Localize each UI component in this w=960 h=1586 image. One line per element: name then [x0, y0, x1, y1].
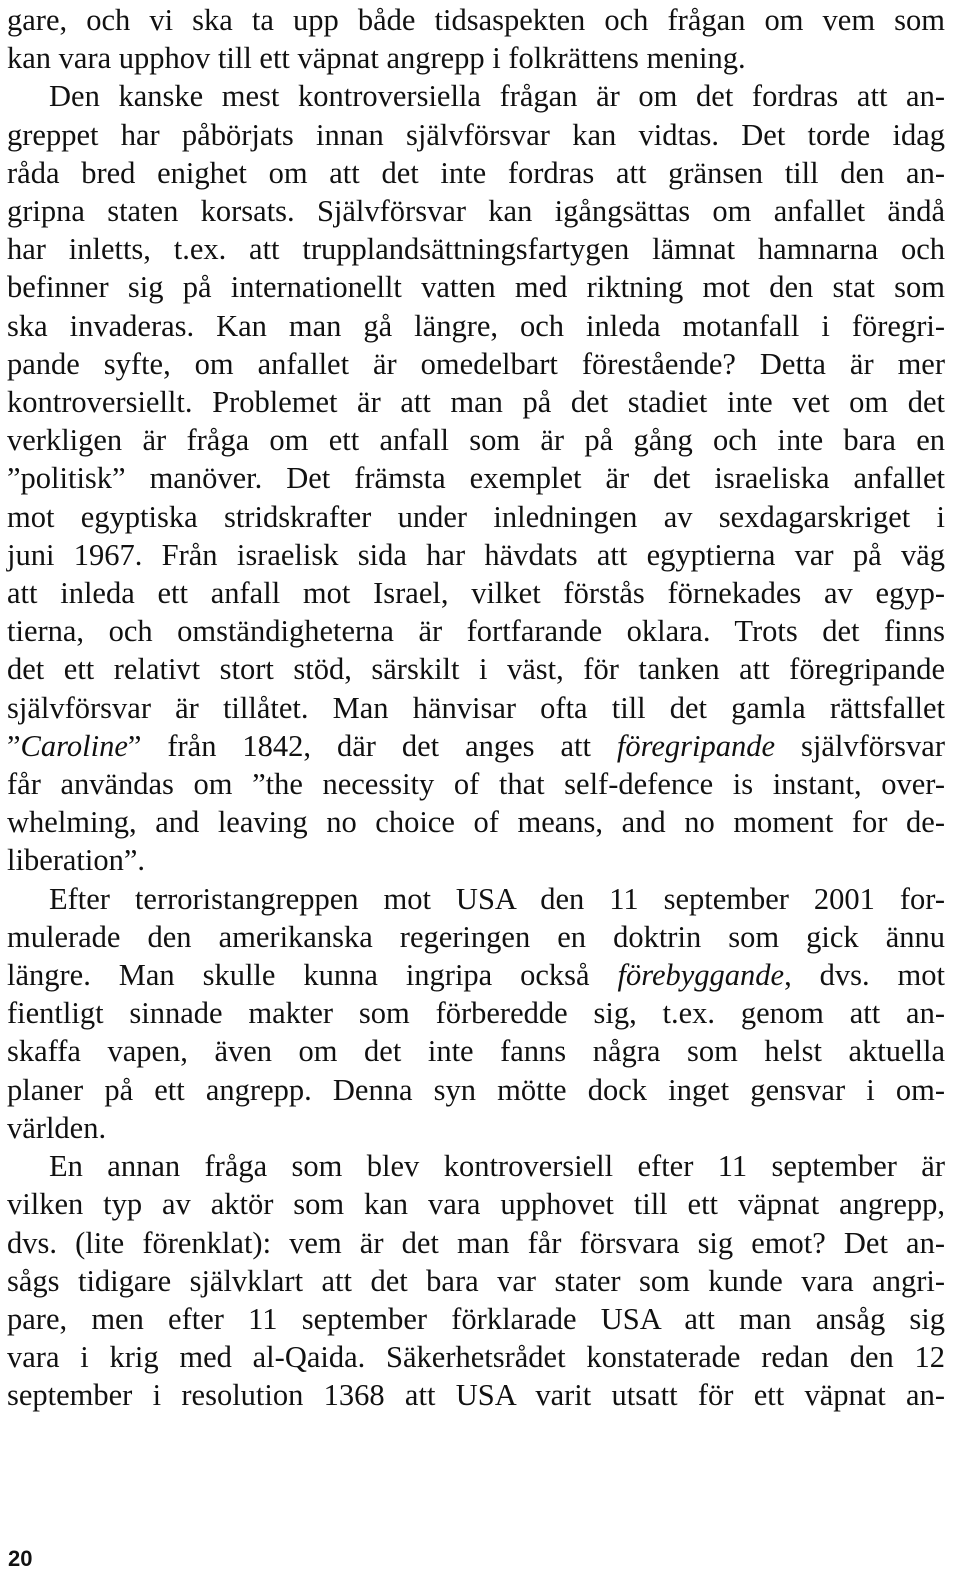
italic-text: förebyggande: [617, 958, 785, 993]
text-line: pande syfte, om anfallet är omedelbart förestående? Detta är mer: [7, 346, 945, 381]
text-line: världen.: [7, 1110, 107, 1145]
text-line: En annan fråga som blev kontroversiell efter 11 september är: [49, 1149, 945, 1184]
text-line: Efter terroristangreppen mot USA den 11 september 2001 for-: [49, 881, 945, 916]
text-line: självförsvar är tillåtet. Man hänvisar ofta till det gamla rättsfallet: [7, 690, 945, 725]
text-line: ”politisk” manöver. Det främsta exemplet är det israeliska anfallet: [7, 461, 945, 496]
text-line: mulerade den amerikanska regeringen en doktrin som gick ännu: [7, 919, 945, 954]
text-line: liberation”.: [7, 843, 146, 878]
text-line: skaffa vapen, även om det inte fanns några som helst aktuella: [7, 1034, 945, 1069]
text-line: verkligen är fråga om ett anfall som är på gång och inte bara en: [7, 423, 945, 458]
text-line: fientligt sinnade makter som förberedde sig, t.ex. genom att an-: [7, 996, 945, 1031]
page-number: 20: [8, 1546, 33, 1571]
text-line: sågs tidigare självklart att det bara var stater som kunde vara angri-: [7, 1263, 945, 1298]
text-line: ska invaderas. Kan man gå längre, och inleda motanfall i föregri-: [7, 308, 945, 343]
text-line: pare, men efter 11 september förklarade USA att man ansåg sig: [7, 1301, 945, 1336]
text-line: att inleda ett anfall mot Israel, vilket förstås förnekades av egyp-: [7, 576, 945, 611]
body-text: [7, 1, 945, 1415]
text-line: juni 1967. Från israelisk sida har hävdats att egyptierna var på väg: [7, 537, 945, 572]
text-line: får användas om ”the necessity of that self-defence is instant, over-: [7, 767, 945, 802]
text-segment: självförsvar: [775, 728, 945, 763]
text-line: befinner sig på internationellt vatten med riktning mot den stat som: [7, 270, 945, 305]
italic-text: Caroline: [20, 728, 128, 763]
text-segment: ”: [7, 728, 21, 763]
text-line: greppet har påbörjats innan självförsvar kan vidtas. Det torde idag: [7, 117, 945, 152]
text-line: gripna staten korsats. Självförsvar kan igångsättas om anfallet ändå: [7, 194, 945, 229]
text-segment: , dvs. mot: [784, 958, 945, 993]
text-line: [7, 956, 945, 994]
italic-text: föregripande: [616, 728, 776, 763]
text-line: dvs. (lite förenklat): vem är det man får försvara sig emot? Det an-: [7, 1225, 945, 1260]
text-line: vara i krig med al-Qaida. Säkerhetsrådet konstaterade redan den 12: [7, 1340, 945, 1375]
text-line: råda bred enighet om att det inte fordras att gränsen till den an-: [7, 155, 945, 190]
text-line: planer på ett angrepp. Denna syn mötte dock inget gensvar i om-: [7, 1072, 945, 1107]
text-segment: längre. Man skulle kunna ingripa också: [7, 958, 618, 993]
text-line: har inletts, t.ex. att trupplandsättningsfartygen lämnat hamnarna och: [7, 232, 945, 267]
text-line: tierna, och omständigheterna är fortfarande oklara. Trots det finns: [7, 614, 945, 649]
text-line: september i resolution 1368 att USA varit utsatt för ett väpnat an-: [7, 1378, 945, 1413]
text-segment: ” från 1842, där det anges att: [127, 728, 617, 763]
text-line: kan vara upphov till ett väpnat angrepp i folkrättens mening.: [7, 41, 746, 76]
text-line: kontroversiellt. Problemet är att man på det stadiet inte vet om det: [7, 385, 945, 420]
text-line: mot egyptiska stridskrafter under inledningen av sexdagarskriget i: [7, 499, 945, 534]
text-line: gare, och vi ska ta upp både tidsaspekten och frågan om vem som: [7, 3, 945, 37]
text-line: whelming, and leaving no choice of means, and no moment for de-: [7, 805, 945, 840]
text-line: [7, 727, 945, 765]
text-line: vilken typ av aktör som kan vara upphovet till ett väpnat angrepp,: [7, 1187, 945, 1222]
text-line: det ett relativt stort stöd, särskilt i väst, för tanken att föregripande: [7, 652, 945, 687]
text-line: Den kanske mest kontroversiella frågan är om det fordras att an-: [49, 79, 945, 114]
